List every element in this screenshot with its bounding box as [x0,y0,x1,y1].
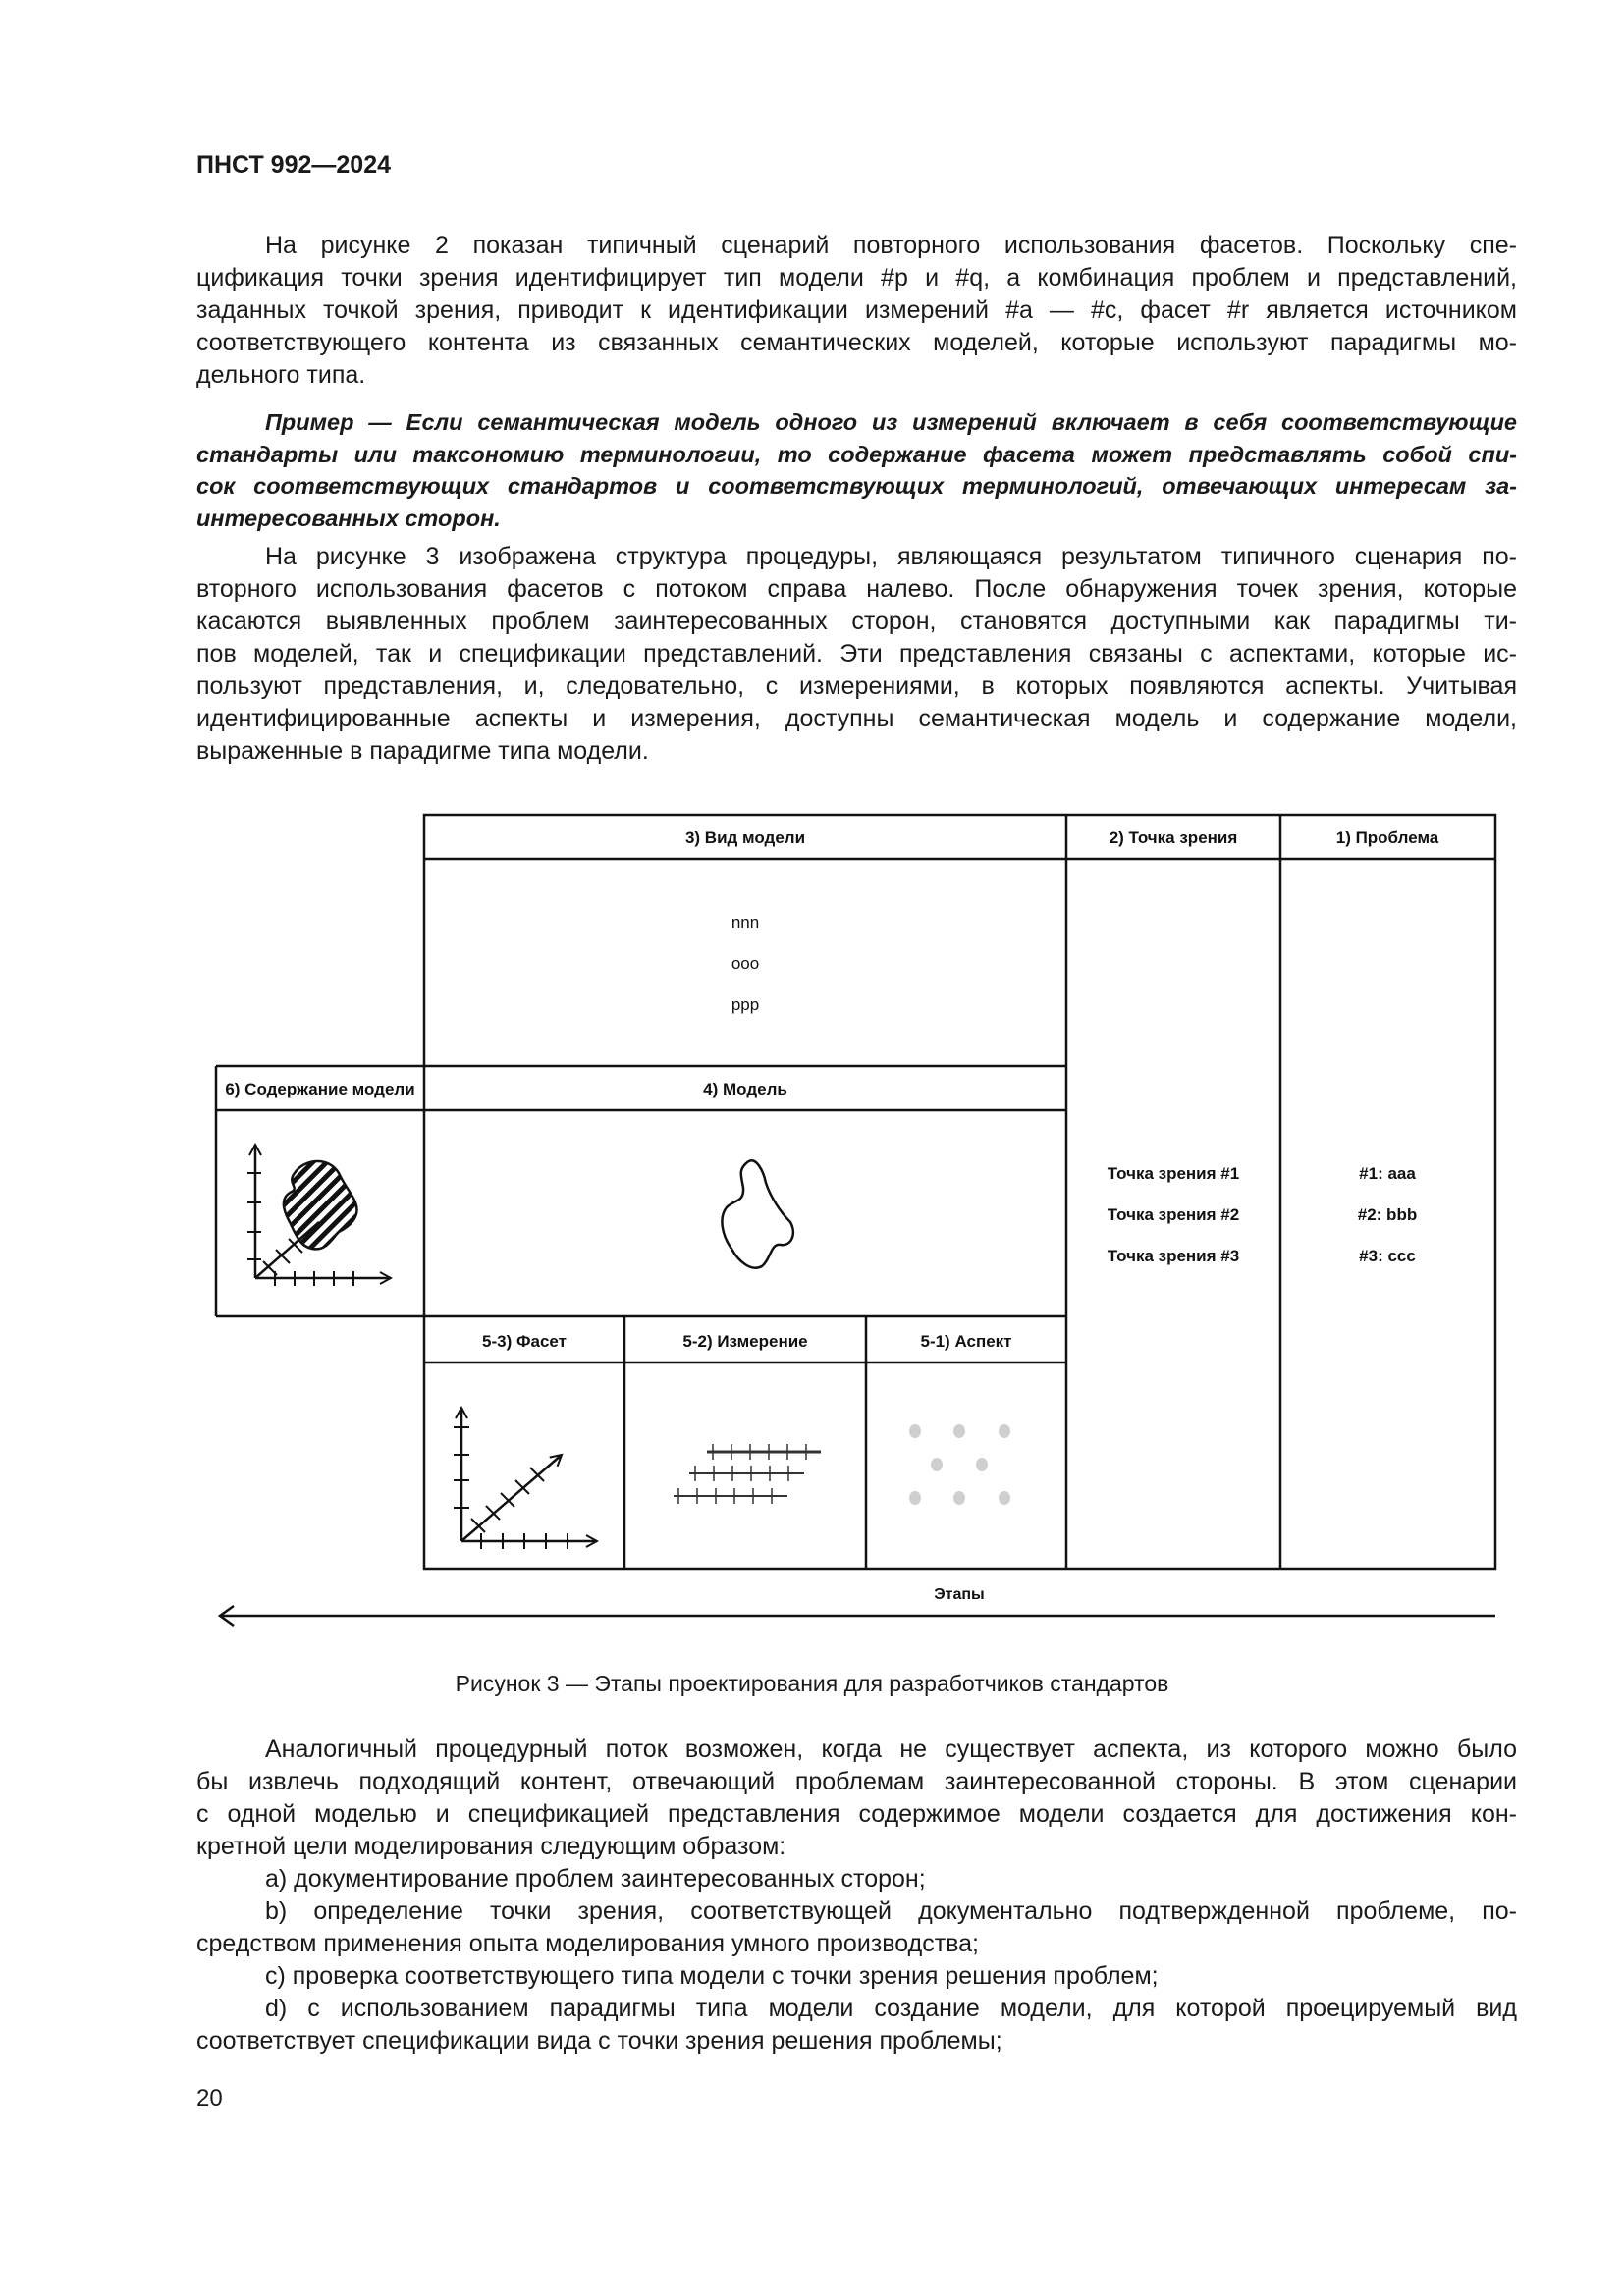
aspect-header: 5-1) Аспект [920,1332,1012,1351]
viewpoint-item: Точка зрения #2 [1107,1205,1240,1224]
text-line: касаются выявленных проблем заинтересованных сторон, становятся доступными как парадигмы ти- [196,608,1517,635]
problem-item: #3: ccc [1359,1247,1416,1265]
viewpoint-item: Точка зрения #3 [1107,1247,1240,1265]
text-line: дельного типа. [196,361,366,389]
paragraph-3 [196,1734,1517,2057]
text-line: выраженные в парадигме типа модели. [196,737,649,765]
page-number: 20 [196,2085,223,2111]
list-item-d: d) с использованием парадигмы типа модели создание модели, для которой проецируемый вид [265,1995,1517,2022]
list-item-b-cont: средством применения опыта моделирования умного производства; [196,1930,979,1957]
hatched-chart-icon [247,1145,391,1286]
dimension-scales-icon [674,1444,821,1504]
problem-item: #1: aaa [1359,1164,1416,1183]
view-item: ppp [731,995,760,1014]
dimension-header: 5-2) Измерение [682,1332,808,1351]
viewpoint-item: Точка зрения #1 [1107,1164,1240,1183]
view-header: 3) Вид модели [684,828,806,847]
text-line: пов моделей, так и спецификации представлений. Эти представления связаны с аспектами, которые ис- [196,640,1517,667]
text-line: сок соответствующих стандартов и соответствующих терминологий, отвечающих интересам за- [196,473,1517,499]
aspect-dots-icon [909,1424,1010,1505]
list-item-a: a) документирование проблем заинтересованных сторон; [265,1865,926,1893]
view-item: ooo [731,954,760,973]
list-item-d-cont: соответствует спецификации вида с точки зрения решения проблемы; [196,2027,1002,2055]
text-line: Аналогичный процедурный поток возможен, когда не существует аспекта, из которого можно было [265,1735,1517,1763]
document-id-header: ПНСТ 992—2024 [196,151,391,179]
stages-label: Этапы [934,1586,985,1603]
text-line: кретной цели моделирования следующим образом: [196,1833,786,1860]
text-line: На рисунке 3 изображена структура процедуры, являющаяся результатом типичного сценария по- [265,543,1517,570]
text-line: интересованных сторон. [196,505,501,531]
table-grid [216,815,1495,1569]
text-line: заданных точкой зрения, приводит к идентификации измерений #a — #c, фасет #r является источником [196,296,1517,324]
content-header: 6) Содержание модели [225,1080,415,1098]
list-item-c: c) проверка соответствующего типа модели с точки зрения решения проблем; [265,1962,1159,1990]
view-item: nnn [731,913,760,932]
facet-header: 5-3) Фасет [482,1332,567,1351]
text-line: На рисунке 2 показан типичный сценарий повторного использования фасетов. Поскольку спе- [265,232,1517,259]
problem-item: #2: bbb [1357,1205,1418,1224]
text-line: пользуют представления, и, следовательно, с измерениями, в которых появляются аспекты. Учитывая [196,672,1517,700]
facet-chart-icon [454,1408,597,1549]
text-line: соответствующего контента из связанных семантических моделей, которые используют парадигмы мо- [196,329,1517,356]
figure-caption: Рисунок 3 — Этапы проектирования для разработчиков стандартов [455,1671,1169,1696]
text-line: с одной моделью и спецификацией представления содержимое модели создается для достижения кон- [196,1800,1517,1828]
text-line: идентифицированные аспекты и измерения, доступны семантическая модель и содержание модели, [196,705,1517,732]
viewpoint-header: 2) Точка зрения [1109,828,1238,847]
list-item-b: b) определение точки зрения, соответствующей документально подтвержденной проблеме, по- [265,1897,1517,1925]
text-line: цификация точки зрения идентифицирует тип модели #p и #q, а комбинация проблем и представлений, [196,264,1517,292]
problem-header: 1) Проблема [1335,828,1439,847]
model-header: 4) Модель [703,1080,787,1098]
text-line: бы извлечь подходящий контент, отвечающий проблемам заинтересованной стороны. В этом сценарии [196,1768,1517,1795]
text-line: стандарты или таксономию терминологии, то содержание фасета может представлять собой спи- [196,441,1517,467]
model-shape-icon [722,1160,792,1267]
stages-arrow-icon [220,1606,1495,1626]
text-line: Пример — Если семантическая модель одного из измерений включает в себя соответствующие [265,409,1517,435]
text-line: вторного использования фасетов с потоком справа налево. После обнаружения точек зрения, которые [196,575,1517,603]
